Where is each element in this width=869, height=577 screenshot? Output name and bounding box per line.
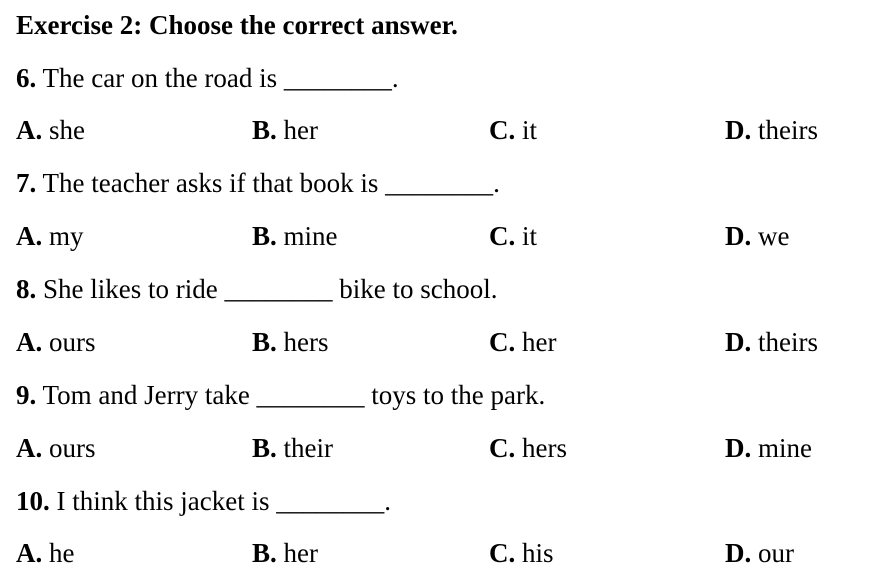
- option-text: mine: [276, 221, 338, 251]
- question-text: The teacher asks if that book is ________.: [36, 168, 500, 198]
- option-text: hers: [276, 327, 329, 357]
- option-c[interactable]: [489, 219, 537, 253]
- option-b[interactable]: [252, 325, 329, 359]
- option-text: ours: [42, 433, 96, 463]
- option-letter: B.: [252, 221, 277, 251]
- option-text: our: [751, 538, 794, 568]
- options-row-9: [16, 431, 856, 465]
- option-text: he: [42, 538, 75, 568]
- option-letter: D.: [725, 115, 752, 145]
- option-letter: A.: [16, 433, 43, 463]
- question-7: [16, 166, 500, 200]
- option-text: theirs: [751, 327, 818, 357]
- option-letter: B.: [252, 115, 277, 145]
- option-text: it: [515, 115, 538, 145]
- option-a[interactable]: [16, 536, 74, 570]
- option-letter: C.: [489, 538, 516, 568]
- option-a[interactable]: [16, 113, 85, 147]
- options-row-8: [16, 325, 856, 359]
- question-number: 6.: [16, 63, 37, 93]
- option-letter: B.: [252, 433, 277, 463]
- question-6: [16, 61, 399, 95]
- option-b[interactable]: [252, 113, 318, 147]
- option-b[interactable]: [252, 536, 318, 570]
- option-text: her: [276, 538, 318, 568]
- option-text: hers: [515, 433, 567, 463]
- option-letter: A.: [16, 327, 43, 357]
- option-text: theirs: [751, 115, 818, 145]
- option-letter: C.: [489, 221, 516, 251]
- question-9: [16, 378, 545, 412]
- option-text: her: [515, 327, 557, 357]
- option-letter: C.: [489, 433, 516, 463]
- option-b[interactable]: [252, 431, 333, 465]
- option-a[interactable]: [16, 325, 96, 359]
- question-number: 7.: [16, 168, 37, 198]
- option-letter: A.: [16, 221, 43, 251]
- question-text: The car on the road is ________.: [36, 63, 399, 93]
- question-number: 8.: [16, 274, 37, 304]
- options-row-6: [16, 113, 856, 147]
- options-row-10: [16, 536, 856, 570]
- option-text: mine: [751, 433, 812, 463]
- option-text: her: [276, 115, 318, 145]
- option-text: it: [515, 221, 538, 251]
- option-text: she: [42, 115, 85, 145]
- option-d[interactable]: [725, 113, 818, 147]
- question-text: She likes to ride ________ bike to school.: [36, 274, 498, 304]
- option-letter: B.: [252, 327, 277, 357]
- option-letter: A.: [16, 115, 43, 145]
- exercise-title: Exercise 2: Choose the correct answer.: [16, 10, 458, 40]
- option-text: their: [276, 433, 333, 463]
- option-text: ours: [42, 327, 96, 357]
- option-d[interactable]: [725, 431, 812, 465]
- option-c[interactable]: [489, 113, 537, 147]
- question-10: [16, 484, 391, 518]
- option-letter: D.: [725, 538, 752, 568]
- option-c[interactable]: [489, 431, 567, 465]
- option-b[interactable]: [252, 219, 338, 253]
- option-text: we: [751, 221, 790, 251]
- option-a[interactable]: [16, 219, 84, 253]
- question-text: I think this jacket is ________.: [49, 486, 391, 516]
- option-letter: A.: [16, 538, 43, 568]
- option-letter: C.: [489, 115, 516, 145]
- option-c[interactable]: [489, 325, 556, 359]
- options-row-7: [16, 219, 856, 253]
- question-number: 9.: [16, 380, 37, 410]
- option-d[interactable]: [725, 536, 794, 570]
- option-letter: D.: [725, 221, 752, 251]
- option-letter: B.: [252, 538, 277, 568]
- question-text: Tom and Jerry take ________ toys to the park.: [36, 380, 546, 410]
- option-text: my: [42, 221, 84, 251]
- option-letter: D.: [725, 327, 752, 357]
- option-d[interactable]: [725, 219, 789, 253]
- question-8: [16, 272, 497, 306]
- question-number: 10.: [16, 486, 50, 516]
- option-d[interactable]: [725, 325, 818, 359]
- option-a[interactable]: [16, 431, 96, 465]
- option-text: his: [515, 538, 554, 568]
- option-c[interactable]: [489, 536, 554, 570]
- option-letter: C.: [489, 327, 516, 357]
- option-letter: D.: [725, 433, 752, 463]
